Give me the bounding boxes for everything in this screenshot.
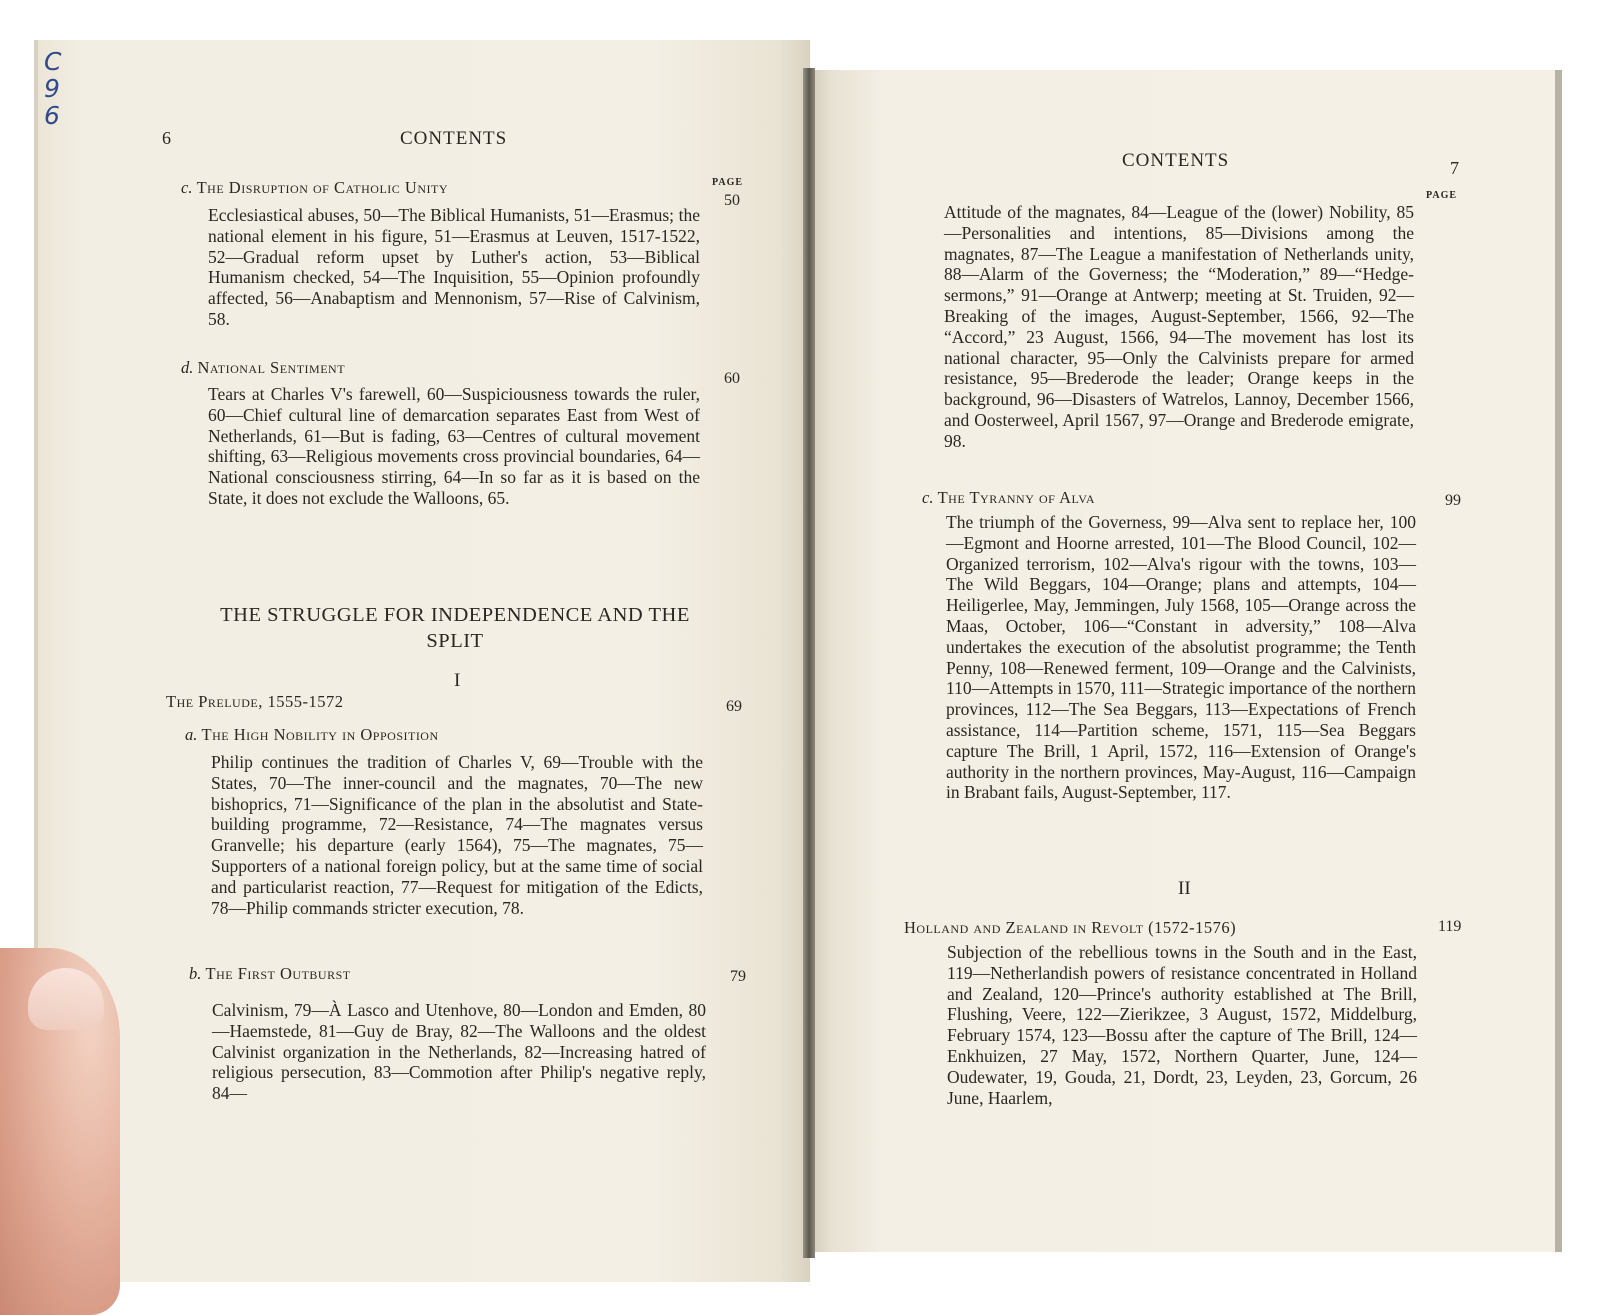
chapter-page-119: 119 xyxy=(1438,918,1462,935)
section-letter: c. xyxy=(181,178,193,197)
section-title: The Disruption of Catholic Unity xyxy=(196,178,448,197)
section-title: The Tyranny of Alva xyxy=(937,488,1096,507)
chapter-title-holland: Holland and Zealand in Revolt (1572-1576) xyxy=(904,918,1237,937)
section-title: The High Nobility in Opposition xyxy=(201,725,439,744)
section-d-page: 60 xyxy=(724,370,740,387)
left-folio: 6 xyxy=(162,128,171,148)
section-letter: c. xyxy=(922,488,934,507)
section-b-page: 79 xyxy=(730,968,746,985)
handwritten-char: 6 xyxy=(44,101,60,130)
handwritten-shelfmark xyxy=(44,48,74,129)
section-title: The First Outburst xyxy=(205,964,351,983)
right-folio: 7 xyxy=(1450,158,1459,178)
section-tyranny-heading xyxy=(922,488,1095,508)
section-d-heading xyxy=(181,358,345,378)
section-b-text: Calvinism, 79—À Lasco and Utenhove, 80—London and Emden, 80—Haemstede, 81—Guy de Bray, 82—The Walloons and the oldest Calvinist organization in the Netherlands, 82—Increasing hatred of religious persecution, 83—Commotion after Philip's negative reply, 84— xyxy=(212,1000,706,1104)
chapter-page-69: 69 xyxy=(726,698,742,715)
section-d-text: Tears at Charles V's farewell, 60—Suspiciousness towards the ruler, 60—Chief cultural line of demarcation separates East from West of Netherlands, 61—But is fading, 63—Centres of cultural movement shifting, 63—Religious movements cross provincial boundaries, 64—National consciousness stirring, 64—In so far as it is based on the State, it does not exclude the Walloons, 65. xyxy=(208,384,700,508)
chapter-title-prelude: The Prelude, 1555-1572 xyxy=(166,692,344,711)
handwritten-char: C xyxy=(44,47,62,76)
section-c-heading xyxy=(181,178,448,198)
book-gutter xyxy=(803,68,815,1258)
right-running-head: CONTENTS xyxy=(1122,150,1230,171)
chapter-numeral-i: I xyxy=(454,670,461,691)
section-letter: b. xyxy=(189,964,202,983)
section-title: National Sentiment xyxy=(197,358,346,377)
section-a-text: Philip continues the tradition of Charles V, 69—Trouble with the States, 70—The inner-council and the magnates, 70—The new bishoprics, 71—Significance of the plan in the absolutist and State-building programme, 72—Resistance, 74—The magnates versus Granvelle; his departure (early 1564), 75—The magnates, 75—Supporters of a national foreign policy, but at the same time of social and particularist reaction, 77—Request for mitigation of the Edicts, 78—Philip commands stricter execution, 78. xyxy=(211,752,703,918)
chapter-ii-text: Subjection of the rebellious towns in the South and in the East, 119—Netherlandish powers of resistance concentrated in Holland and Zealand, 120—Prince's authority established at The Brill, Flushing, Veere, 122—Zierikzee, 3 August, 1572, Middelburg, February 1574, 123—Bossu after the capture of The Brill, 124—Enkhuizen, 27 May, 1572, Northern Quarter, June, 124—Oudewater, 19, Gouda, 21, Dordt, 23, Leyden, 23, Gorcum, 26 June, Haarlem, xyxy=(947,942,1417,1108)
section-letter: a. xyxy=(185,725,198,744)
section-c-text: Ecclesiastical abuses, 50—The Biblical Humanists, 51—Erasmus; the national element in his figure, 51—Erasmus at Leuven, 1517-1522, 52—Gradual reform upset by Luther's action, 53—Biblical Humanism checked, 54—The Inquisition, 55—Opinion profoundly affected, 56—Anabaptism and Mennonism, 57—Rise of Calvinism, 58. xyxy=(208,205,700,329)
left-page-label: PAGE xyxy=(712,177,744,188)
right-page-label: PAGE xyxy=(1426,190,1458,201)
part-title: THE STRUGGLE FOR INDEPENDENCE AND THE SPLIT xyxy=(220,604,690,652)
section-tyranny-page: 99 xyxy=(1445,492,1461,509)
chapter-numeral-ii: II xyxy=(1178,878,1191,899)
section-a-heading xyxy=(185,725,439,745)
handwritten-char: 9 xyxy=(44,74,60,103)
section-b-heading xyxy=(189,964,351,984)
continued-text: Attitude of the magnates, 84—League of the (lower) Nobility, 85—Personalities and intentions, 85—Divisions among the magnates, 87—The League a manifestation of Netherlands unity, 88—Alarm of the Governess; the “Moderation,” 89—“Hedge-sermons,” 91—Orange at Antwerp; meeting at St. Truiden, 92—Breaking of the images, August-September, 1566, 92—The “Accord,” 23 August, 1566, 94—The movement has lost its national character, 95—Only the Calvinists prepare for armed resistance, 95—Brederode the leader; Orange keeps in the background, 96—Disasters of Watrelos, Lannoy, December 1566, and Oosterweel, April 1567, 97—Orange and Brederode emigrate, 98. xyxy=(944,202,1414,451)
section-c-page: 50 xyxy=(724,192,740,209)
section-letter: d. xyxy=(181,358,194,377)
section-tyranny-text: The triumph of the Governess, 99—Alva sent to replace her, 100—Egmont and Hoorne arrested, 101—The Blood Council, 102—Organized terrorism, 102—Alva's rigour with the towns, 103—The Wild Beggars, 104—Orange; plans and attempts, 104—Heiligerlee, May, Jemmingen, July 1568, 105—Orange across the Maas, October, 106—“Constant in adversity,” 108—Alva undertakes the execution of the absolutist programme; the Tenth Penny, 108—Renewed ferment, 109—Orange and the Calvinists, 110—Attempts in 1570, 111—Strategic importance of the northern provinces, 112—The Sea Beggars, 113—Expectations of French assistance, 114—Partition scheme, 1571, 115—Sea Beggars capture The Brill, 1 April, 1572, 116—Extension of Orange's authority in the northern provinces, May-August, 116—Campaign in Brabant fails, August-September, 117. xyxy=(946,512,1416,803)
left-running-head: CONTENTS xyxy=(400,128,508,149)
